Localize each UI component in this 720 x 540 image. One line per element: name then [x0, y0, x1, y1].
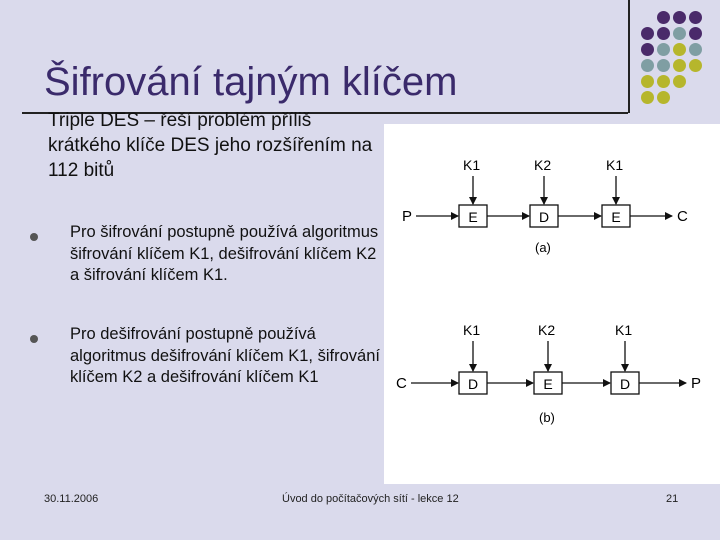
diagram-a-input-label: P: [402, 208, 413, 225]
bullet-icon: [30, 335, 38, 343]
decorative-dot: [689, 59, 702, 72]
decorative-dot: [657, 59, 670, 72]
decorative-dot: [673, 75, 686, 88]
triple-des-diagram: [384, 124, 720, 484]
diagram-b-caption: (b): [539, 410, 555, 425]
intro-text: Triple DES – řeší problém příliš krátkého klíče DES jeho rozšířením na 112 bitů: [48, 110, 373, 181]
diagram-a: [402, 157, 688, 255]
diagram-b-input-label: C: [396, 375, 407, 392]
diagram-a-output-label: C: [677, 208, 688, 225]
diagram-a-caption: (a): [535, 240, 551, 255]
bullet-text-encryption: Pro šifrování postupně používá algoritmus šifrování klíčem K1, dešifrování klíčem K2 a šifrování klíčem K1.: [70, 223, 379, 284]
diagram-b-key-1-label: K1: [463, 322, 481, 338]
decorative-dot: [673, 43, 686, 56]
diagram-b-box-2-label: E: [543, 376, 553, 392]
diagram-b-box-3-label: D: [619, 376, 631, 392]
bullet-text-decryption: Pro dešifrování postupně používá algoritmus dešifrování klíčem K1, šifrování klíčem K2 a dešifrování klíčem K1: [70, 325, 380, 386]
diagram-b-box-1-label: D: [467, 376, 479, 392]
diagram-a-box-3-label: E: [611, 209, 621, 225]
decorative-dot: [641, 59, 654, 72]
decorative-dot: [657, 11, 670, 24]
decorative-dot-grid: [638, 8, 720, 108]
decorative-dot: [689, 43, 702, 56]
footer-page-number: 21: [666, 493, 679, 505]
diagram-a-key-1-label: K1: [463, 157, 481, 173]
decorative-dot: [641, 75, 654, 88]
diagram-b-key-3-label: K1: [615, 322, 633, 338]
diagram-a-key-3-label: K1: [606, 157, 624, 173]
decorative-dot: [673, 11, 686, 24]
title-vertical-rule: [628, 0, 630, 113]
decorative-dot: [657, 27, 670, 40]
diagram-b: [396, 322, 701, 425]
diagram-a-box-1-label: E: [468, 209, 478, 225]
diagram-b-key-2-label: K2: [538, 322, 556, 338]
triple-des-diagram-svg: [384, 124, 720, 484]
decorative-dot: [689, 27, 702, 40]
footer-date: 30.11.2006: [44, 493, 99, 505]
decorative-dot: [689, 11, 702, 24]
decorative-dot: [657, 75, 670, 88]
decorative-dot: [673, 27, 686, 40]
bullet-icon: [30, 233, 38, 241]
decorative-dot: [657, 91, 670, 104]
diagram-b-output-label: P: [691, 375, 702, 392]
decorative-dot: [641, 91, 654, 104]
footer-course: Úvod do počítačových sítí - lekce 12: [282, 493, 459, 505]
slide-title: Šifrování tajným klíčem: [44, 60, 458, 104]
decorative-dot: [673, 59, 686, 72]
diagram-a-box-2-label: D: [538, 209, 550, 225]
decorative-dot: [641, 27, 654, 40]
diagram-a-key-2-label: K2: [534, 157, 552, 173]
decorative-dot: [641, 43, 654, 56]
decorative-dot: [657, 43, 670, 56]
